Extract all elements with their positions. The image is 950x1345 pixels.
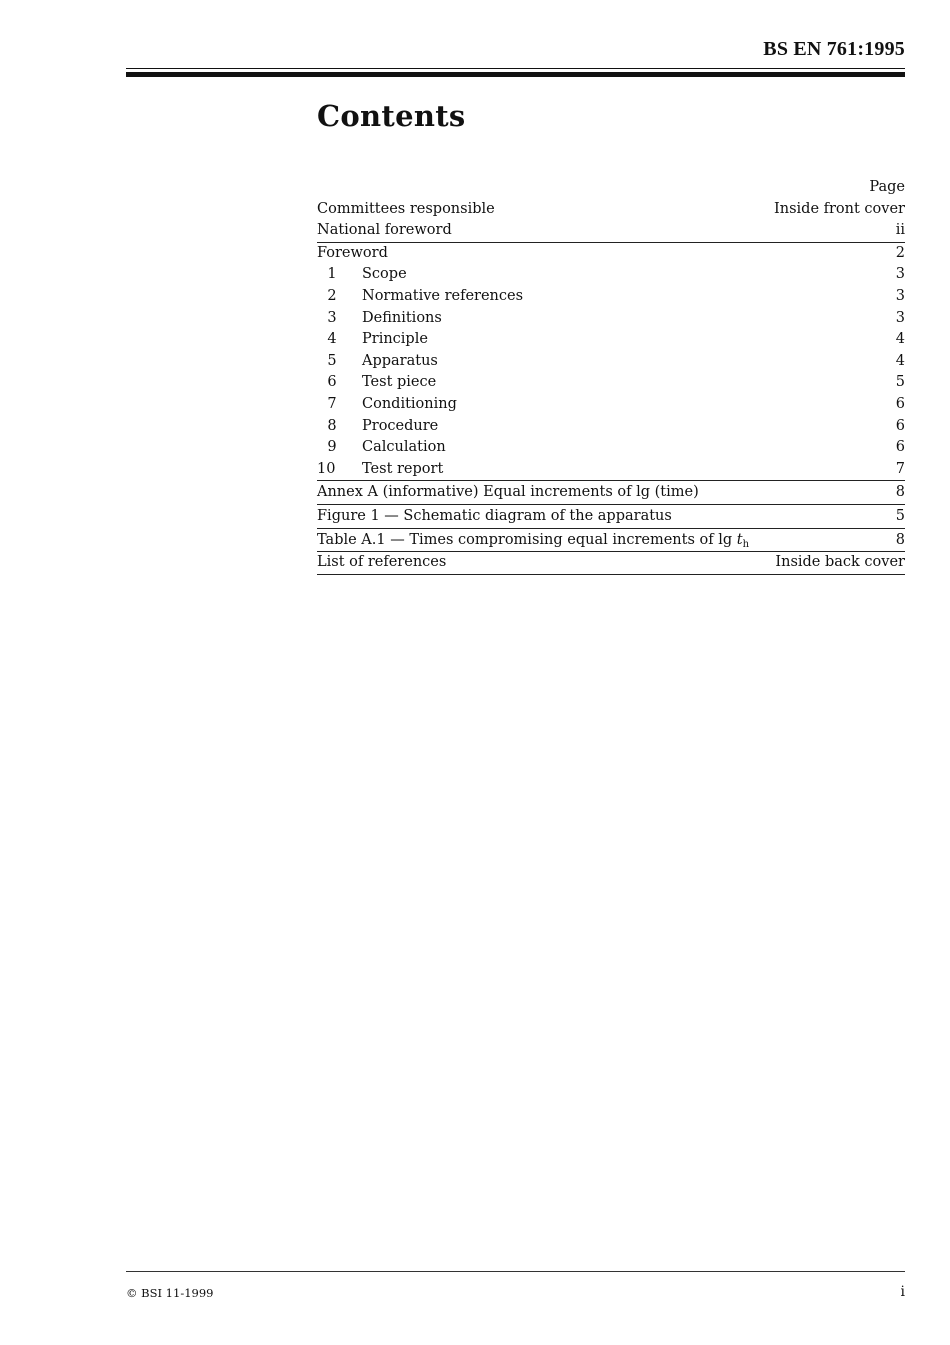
toc-entry-annex-a[interactable] <box>317 482 905 505</box>
toc-entry-label: Foreword <box>317 244 388 261</box>
toc-clause-2[interactable] <box>317 286 905 308</box>
clause-number: 2 <box>327 287 337 304</box>
header-rule-thick <box>126 72 905 77</box>
toc-entry-label: Figure 1 — Schematic diagram of the apparatus <box>317 507 672 524</box>
toc-entry-label: Committees responsible <box>317 200 495 217</box>
document-reference: BS EN 761:1995 <box>763 38 905 60</box>
clause-page: 4 <box>895 352 905 369</box>
clause-title: Procedure <box>362 417 439 434</box>
clause-title: Principle <box>362 331 428 348</box>
toc-clause-3[interactable] <box>317 308 905 330</box>
clause-number: 9 <box>327 439 337 456</box>
toc-entry-page: 8 <box>895 531 905 548</box>
toc-entry-label: National foreword <box>317 222 452 239</box>
clause-page: 3 <box>895 309 905 326</box>
clause-page: 4 <box>895 331 905 348</box>
toc-entry-page: Inside front cover <box>774 200 905 217</box>
toc-entry-foreword[interactable] <box>317 243 905 265</box>
clause-page: 6 <box>895 439 905 456</box>
toc-entry-label: Annex A (informative) Equal increments of lg (time) <box>317 484 699 501</box>
toc-entry-national-foreword[interactable] <box>317 220 905 243</box>
clause-title: Scope <box>362 266 407 283</box>
clause-title: Test piece <box>362 374 437 391</box>
toc-clause-7[interactable] <box>317 394 905 416</box>
toc-entry-table-a1[interactable] <box>317 530 905 553</box>
clause-page: 7 <box>895 460 905 477</box>
clause-page: 3 <box>895 266 905 283</box>
clause-number: 10 <box>317 460 336 477</box>
header-rule-thin <box>126 68 905 69</box>
toc-clause-10[interactable] <box>317 459 905 482</box>
page-title: Contents <box>317 99 466 133</box>
clause-number: 8 <box>327 417 337 434</box>
toc-clause-6[interactable] <box>317 372 905 394</box>
clause-title: Normative references <box>362 287 524 304</box>
clause-number: 7 <box>327 395 337 412</box>
toc-entry-label: List of references <box>317 554 447 571</box>
toc-entry-page: Inside back cover <box>775 554 905 571</box>
toc-entry-page: 2 <box>895 244 905 261</box>
time-subscript: h <box>742 538 750 550</box>
page-number: i <box>900 1284 905 1300</box>
toc-entry-committees[interactable] <box>317 199 905 221</box>
clause-page: 3 <box>895 287 905 304</box>
toc-entry-figure-1[interactable] <box>317 506 905 529</box>
toc-clause-4[interactable] <box>317 329 905 351</box>
toc-clause-5[interactable] <box>317 351 905 373</box>
clause-page: 6 <box>895 395 905 412</box>
clause-title: Definitions <box>362 309 442 326</box>
toc-clause-9[interactable] <box>317 437 905 459</box>
clause-title: Test report <box>362 460 444 477</box>
time-symbol: t <box>736 531 743 548</box>
toc-clause-1[interactable] <box>317 264 905 286</box>
table-label-text: Table A.1 — Times compromising equal increments of lg <box>317 531 737 548</box>
page-column-heading: Page <box>869 179 905 195</box>
toc-clause-8[interactable] <box>317 416 905 438</box>
clause-title: Apparatus <box>362 352 438 369</box>
clause-number: 5 <box>327 352 337 369</box>
clause-title: Calculation <box>362 439 446 456</box>
clause-number: 3 <box>327 309 337 326</box>
clause-number: 4 <box>327 331 337 348</box>
table-of-contents <box>317 177 905 575</box>
clause-number: 6 <box>327 374 337 391</box>
clause-number: 1 <box>327 266 337 283</box>
toc-entry-page: 5 <box>895 507 905 524</box>
clause-page: 6 <box>895 417 905 434</box>
clause-title: Conditioning <box>362 395 457 412</box>
toc-entry-page: ii <box>895 222 905 239</box>
footer-rule <box>126 1271 905 1272</box>
clause-page: 5 <box>895 374 905 391</box>
toc-entry-page: 8 <box>895 484 905 501</box>
toc-entry-references[interactable] <box>317 552 905 575</box>
copyright-notice: © BSI 11-1999 <box>126 1286 214 1300</box>
